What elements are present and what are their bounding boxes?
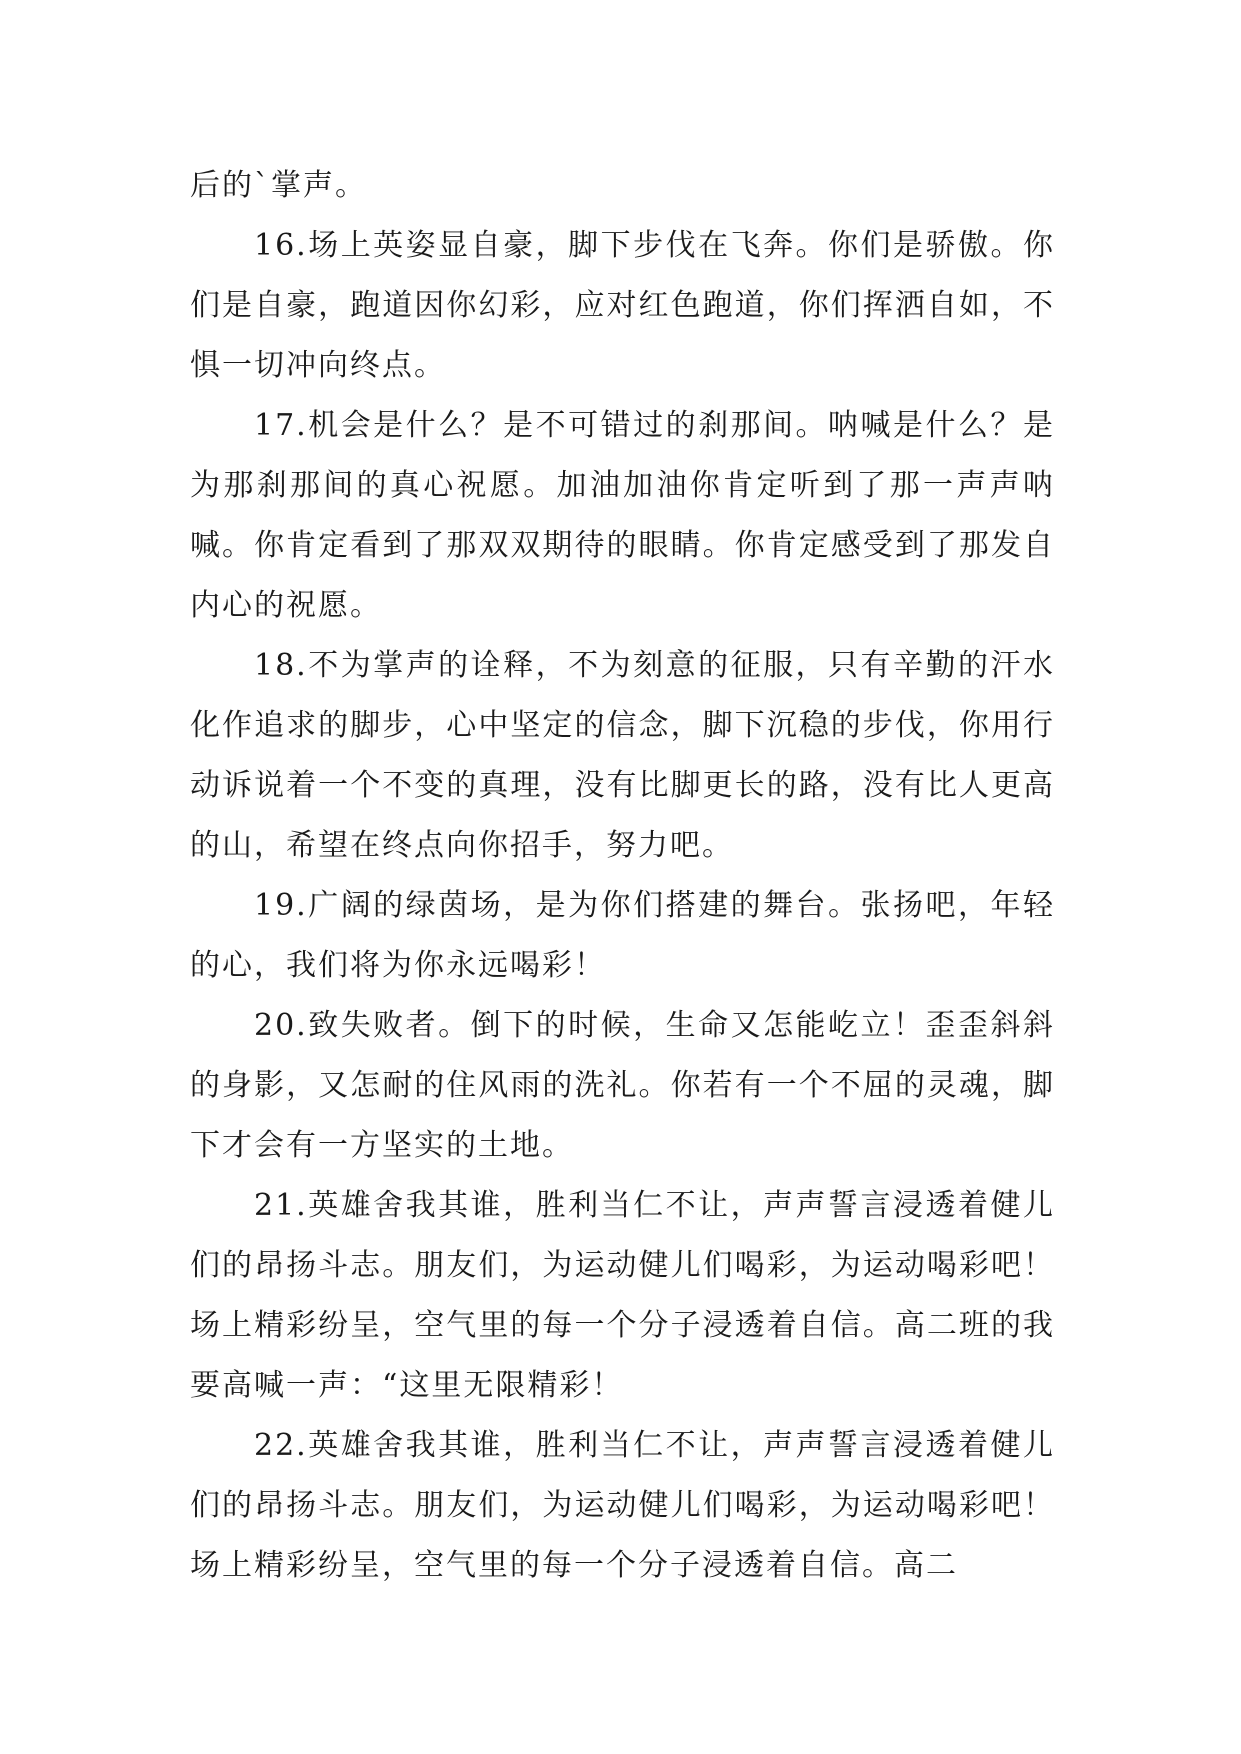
paragraph-20: 20.致失败者。倒下的时候，生命又怎能屹立！歪歪斜斜的身影，又怎耐的住风雨的洗礼。你若有一个不屈的灵魂，脚下才会有一方坚实的土地。	[190, 1008, 1055, 1163]
paragraph-continuation: 后的`掌声。	[190, 168, 367, 203]
paragraph-19: 19.广阔的绿茵场，是为你们搭建的舞台。张扬吧，年轻的心，我们将为你永远喝彩！	[190, 888, 1055, 983]
paragraph-16: 16.场上英姿显自豪，脚下步伐在飞奔。你们是骄傲。你们是自豪，跑道因你幻彩，应对红色跑道，你们挥洒自如，不惧一切冲向终点。	[190, 228, 1055, 383]
document-body	[190, 156, 1055, 1596]
paragraph-17: 17.机会是什么？是不可错过的刹那间。呐喊是什么？是为那刹那间的真心祝愿。加油加油你肯定听到了那一声声呐喊。你肯定看到了那双双期待的眼睛。你肯定感受到了那发自内心的祝愿。	[190, 408, 1055, 623]
paragraph-18: 18.不为掌声的诠释，不为刻意的征服，只有辛勤的汗水化作追求的脚步，心中坚定的信念，脚下沉稳的步伐，你用行动诉说着一个不变的真理，没有比脚更长的路，没有比人更高的山，希望在终点向你招手，努力吧。	[190, 648, 1055, 863]
paragraph-21: 21.英雄舍我其谁，胜利当仁不让，声声誓言浸透着健儿们的昂扬斗志。朋友们，为运动健儿们喝彩，为运动喝彩吧！场上精彩纷呈，空气里的每一个分子浸透着自信。高二班的我要高喊一声：“这里无限精彩！	[190, 1188, 1055, 1403]
paragraph-22: 22.英雄舍我其谁，胜利当仁不让，声声誓言浸透着健儿们的昂扬斗志。朋友们，为运动健儿们喝彩，为运动喝彩吧！场上精彩纷呈，空气里的每一个分子浸透着自信。高二	[190, 1428, 1055, 1583]
